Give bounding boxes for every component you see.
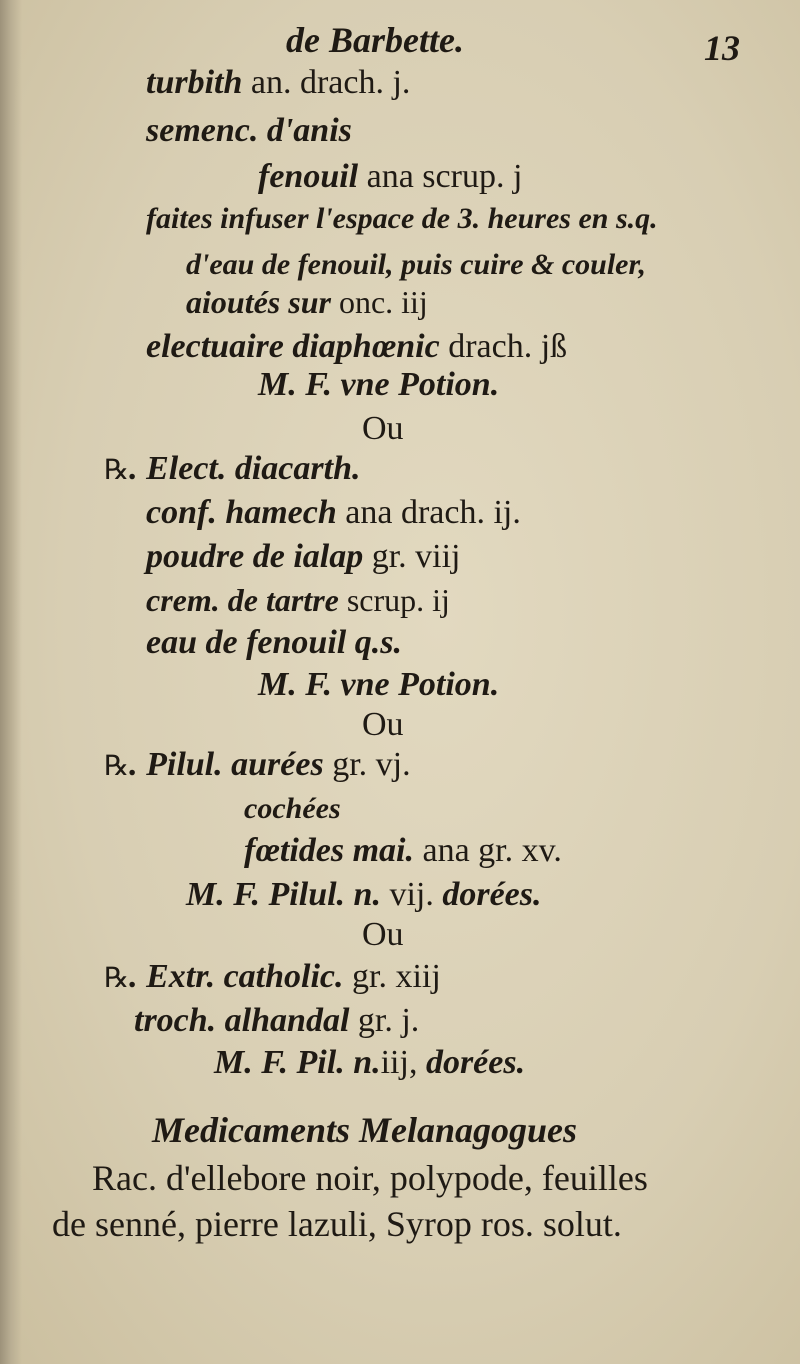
ou-separator-1: Ou [362, 410, 404, 447]
rx-symbol: ℞ [104, 455, 130, 486]
recipe-line-20: M. F. Pilul. n. vij. dorées. [186, 876, 542, 913]
rx-symbol: ℞ [104, 963, 130, 994]
rx-symbol: ℞ [104, 751, 130, 782]
recipe-line-24: M. F. Pil. n.iij, dorées. [214, 1044, 526, 1081]
page-number: 13 [704, 28, 740, 68]
recipe-line-1: turbith an. drach. j. [146, 64, 411, 101]
recipe-line-10: ℞. Elect. diacarth. [104, 450, 361, 487]
ou-separator-2: Ou [362, 706, 404, 743]
recipe-line-7: electuaire diaphœnic drach. jß [146, 328, 568, 365]
recipe-line-12: poudre de ialap gr. viij [146, 538, 461, 575]
recipe-line-18: cochées [244, 792, 341, 825]
recipe-line-4: faites infuser l'espace de 3. heures en s.q. [146, 202, 658, 235]
recipe-line-11: conf. hamech ana drach. ij. [146, 494, 521, 531]
running-title: de Barbette. [286, 20, 464, 60]
recipe-line-6: aioutés sur onc. iij [186, 284, 428, 320]
ou-separator-3: Ou [362, 916, 404, 953]
section-title: Medicaments Melanagogues [152, 1110, 578, 1150]
recipe-line-5: d'eau de fenouil, puis cuire & couler, [186, 248, 647, 281]
recipe-line-3: fenouil ana scrup. j [258, 158, 523, 195]
recipe-line-14: eau de fenouil q.s. [146, 624, 402, 661]
recipe-line-17: ℞. Pilul. aurées gr. vj. [104, 746, 411, 783]
recipe-line-15: M. F. vne Potion. [258, 666, 500, 703]
recipe-line-2: semenc. d'anis [146, 112, 352, 149]
recipe-line-22: ℞. Extr. catholic. gr. xiij [104, 958, 441, 995]
recipe-line-23: troch. alhandal gr. j. [134, 1002, 420, 1039]
recipe-line-19: fœtides mai. ana gr. xv. [244, 832, 562, 869]
page-gutter-shadow [0, 0, 22, 1364]
body-text-line-2: de senné, pierre lazuli, Syrop ros. solut. [52, 1204, 622, 1244]
recipe-line-13: crem. de tartre scrup. ij [146, 582, 450, 618]
body-text-line-1: Rac. d'ellebore noir, polypode, feuilles [92, 1158, 648, 1198]
recipe-line-8: M. F. vne Potion. [258, 366, 500, 403]
